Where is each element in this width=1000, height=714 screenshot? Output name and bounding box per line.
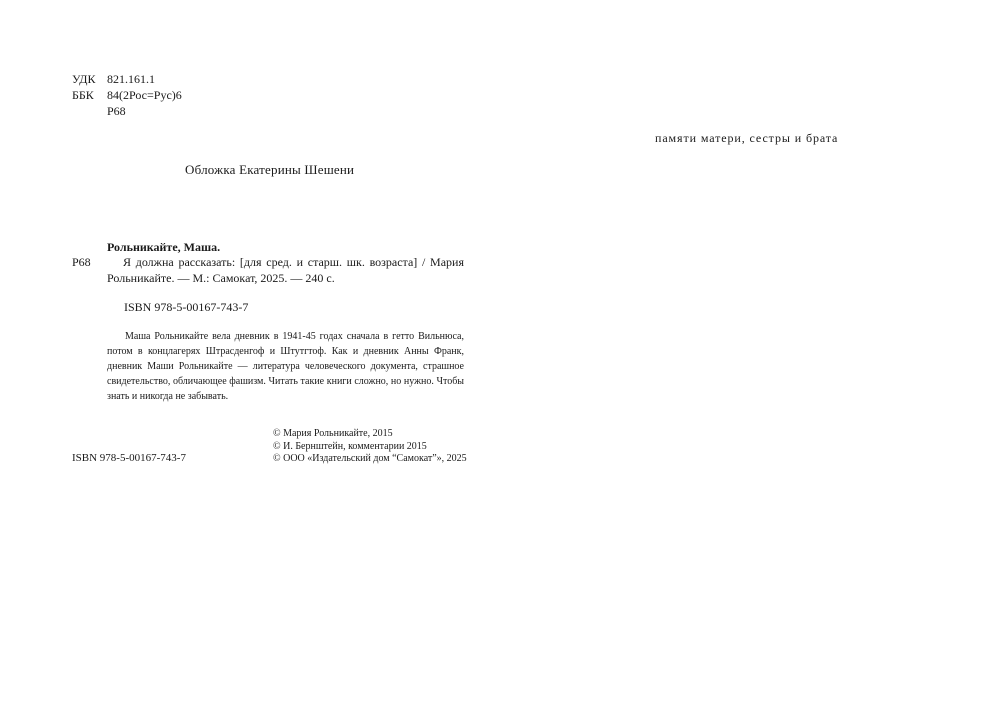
copyright-line: © ООО «Издательский дом “Самокат”», 2025 xyxy=(273,453,467,464)
copyright-block xyxy=(273,428,467,466)
copyright-line: © И. Бернштейн, комментарии 2015 xyxy=(273,440,427,452)
bibliographic-code: Р68 xyxy=(72,255,91,269)
copyright-line: © Мария Рольникайте, 2015 xyxy=(273,428,393,439)
udk-label: УДК xyxy=(72,72,96,86)
dedication: памяти матери, сестры и брата xyxy=(655,131,839,145)
author-mark: Р68 xyxy=(107,104,126,118)
annotation: Маша Рольникайте вела дневник в 1941-45 годах сначала в гетто Вильнюса, потом в концлагерях Штрасденгоф и Штутгтоф. Как и дневник Анны Франк, дневник Маши Рольникайте — литература человеческого документа, страшное свидетельство, обличающее фашизм. Читать такие книги сложно, но нужно. Чтобы знать и никогда не забывать. xyxy=(107,331,464,402)
classification-block xyxy=(72,72,212,118)
bbk-value: 84(2Рос=Рус)6 xyxy=(107,88,182,102)
bibliographic-author: Рольникайте, Маша. xyxy=(107,240,221,254)
udk-value: 821.161.1 xyxy=(107,72,155,86)
bibliographic-isbn: ISBN 978-5-00167-743-7 xyxy=(124,300,249,314)
footer-isbn: ISBN 978-5-00167-743-7 xyxy=(72,452,186,464)
bibliographic-description: Я должна рассказать: [для сред. и старш. шк. возраста] / Мария Рольникайте. — М.: Самокат, 2025. — 240 с. xyxy=(107,255,464,285)
cover-credit: Обложка Екатерины Шешени xyxy=(185,162,355,177)
bbk-label: ББК xyxy=(72,88,94,102)
